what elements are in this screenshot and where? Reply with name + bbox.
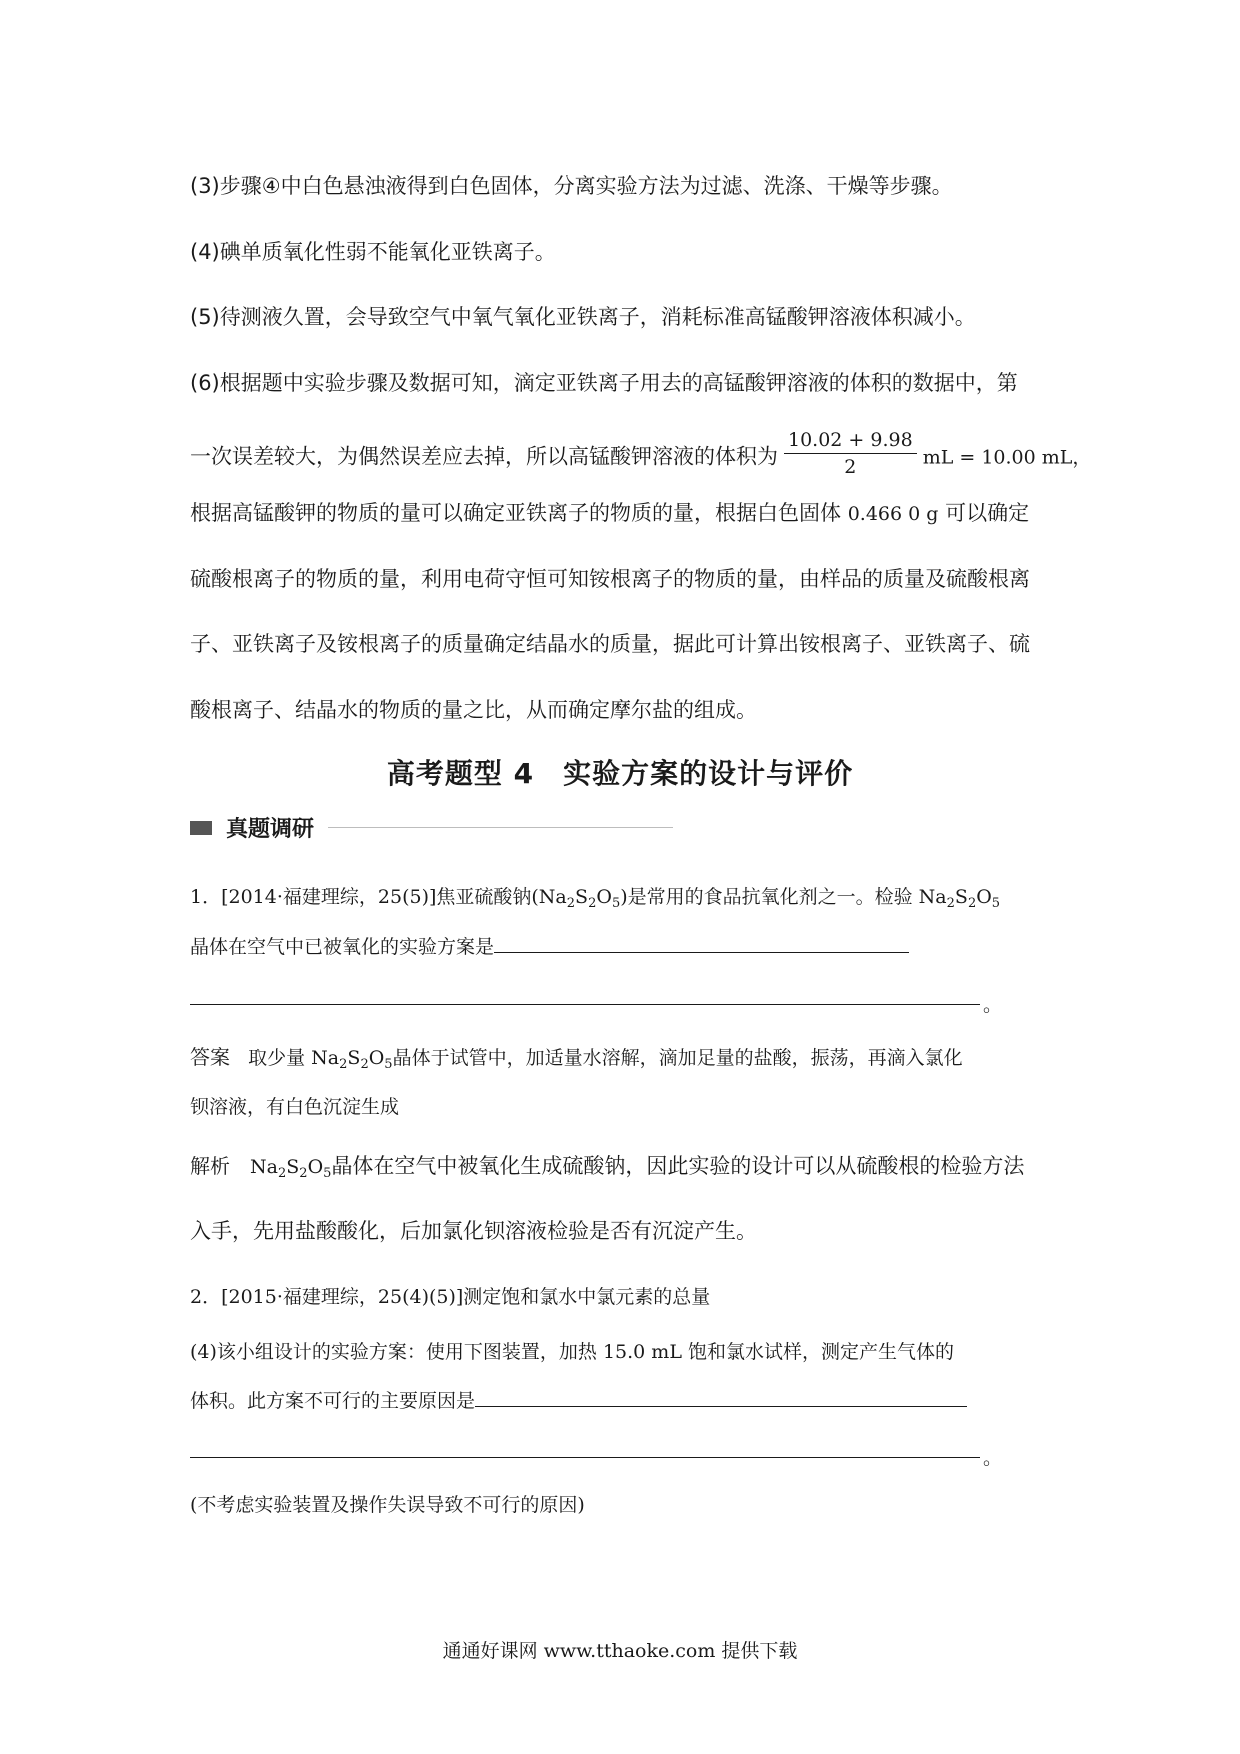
analysis-tag: 解析	[190, 1154, 230, 1178]
formula-na: Na	[250, 1156, 278, 1178]
formula-o: O	[368, 1047, 385, 1069]
question2-note: (不考虑实验装置及操作失误导致不可行的原因)	[190, 1494, 585, 1516]
paragraph-step6-line5: 子、亚铁离子及铵根离子的质量确定结晶水的质量，据此可计算出铵根离子、亚铁离子、硫	[190, 632, 1030, 656]
full-stop: 。	[983, 1447, 1003, 1469]
q1-text-a: 1．[2014·福建理综，25(5)]焦亚硫酸钠(Na	[190, 886, 567, 908]
subscript: 2	[967, 896, 977, 911]
subscript: 5	[611, 896, 621, 911]
answer-line1	[190, 1042, 1070, 1073]
footer-source: 通通好课网 www.tthaoke.com 提供下载	[442, 1640, 798, 1662]
formula-o: O	[596, 886, 612, 908]
analysis-line2: 入手，先用盐酸酸化，后加氯化钡溶液检验是否有沉淀产生。	[190, 1219, 757, 1243]
subscript: 5	[384, 1057, 393, 1072]
subscript: 2	[277, 1166, 287, 1181]
answer-blank[interactable]	[190, 1457, 980, 1458]
paragraph-step5: (5)待测液久置，会导致空气中氧气氧化亚铁离子，消耗标准高锰酸钾溶液体积减小。	[190, 305, 976, 329]
answer-blank[interactable]	[494, 932, 909, 953]
step6-line3-tail: 可以确定	[945, 501, 1030, 525]
formula-o: O	[976, 886, 992, 908]
q1-text-b: )是常用的食品抗氧化剂之一。检验 Na	[620, 886, 947, 908]
answer-blank[interactable]	[475, 1386, 967, 1407]
question2-line1: 2．[2015·福建理综，25(4)(5)]测定饱和氯水中氯元素的总量	[190, 1286, 711, 1308]
mass-value: 0.466 0 g	[847, 503, 939, 525]
section-title: 高考题型 4 实验方案的设计与评价	[386, 757, 854, 790]
formula-s: S	[286, 1156, 300, 1178]
question1-line1	[190, 882, 1070, 912]
q1-text-c: 晶体在空气中已被氧化的实验方案是	[190, 936, 495, 958]
subhead-label: 真题调研	[226, 817, 315, 842]
answer-text-b: 晶体于试管中，加适量水溶解，滴加足量的盐酸，振荡，再滴入氯化	[392, 1047, 963, 1069]
paragraph-step3: (3)步骤④中白色悬浊液得到白色固体，分离实验方法为过滤、洗涤、干燥等步骤。	[190, 174, 953, 198]
answer-tag: 答案	[190, 1045, 230, 1069]
subscript: 5	[991, 896, 1001, 911]
subscript: 5	[323, 1166, 332, 1181]
step6-line3-text: 根据高锰酸钾的物质的量可以确定亚铁离子的物质的量，根据白色固体	[190, 501, 841, 525]
subscript: 2	[946, 896, 955, 911]
analysis-line1	[190, 1150, 1070, 1183]
subscript: 2	[339, 1057, 348, 1072]
paragraph-step6-line3	[190, 497, 1065, 530]
question1-line2	[190, 932, 909, 962]
question2-line3	[190, 1386, 967, 1416]
volume-fraction	[784, 429, 917, 478]
subhead-rule	[328, 827, 673, 828]
subscript: 2	[360, 1057, 369, 1072]
volume-result: mL = 10.00 mL，	[922, 446, 1092, 469]
paragraph-step4: (4)碘单质氧化性弱不能氧化亚铁离子。	[190, 240, 556, 264]
subscript: 2	[588, 896, 597, 911]
answer-text-a: 取少量 Na	[248, 1047, 340, 1069]
paragraph-step6-line2	[190, 429, 1092, 482]
formula-o: O	[307, 1156, 324, 1178]
step6-line2-text: 一次误差较大，为偶然误差应去掉，所以高锰酸钾溶液的体积为	[190, 444, 778, 469]
analysis-formula	[250, 1156, 332, 1181]
full-stop: 。	[983, 994, 1003, 1016]
fraction-numerator: 10.02 + 9.98	[784, 429, 917, 454]
q2-text: 体积。此方案不可行的主要原因是	[190, 1390, 476, 1412]
question2-line2: (4)该小组设计的实验方案：使用下图装置，加热 15.0 mL 饱和氯水试样，测定产生气体的	[190, 1341, 954, 1363]
paragraph-step6-line1: (6)根据题中实验步骤及数据可知，滴定亚铁离子用去的高锰酸钾溶液的体积的数据中，第	[190, 371, 1018, 395]
formula-s: S	[575, 886, 589, 908]
fraction-denominator: 2	[844, 456, 857, 478]
paragraph-step6-line6: 酸根离子、结晶水的物质的量之比，从而确定摩尔盐的组成。	[190, 698, 757, 722]
square-bullet-icon	[190, 821, 212, 835]
paragraph-step6-line4: 硫酸根离子的物质的量，利用电荷守恒可知铵根离子的物质的量，由样品的质量及硫酸根离	[190, 567, 1030, 591]
formula-s: S	[954, 886, 968, 908]
analysis-text: 晶体在空气中被氧化生成硫酸钠，因此实验的设计可以从硫酸根的检验方法	[331, 1154, 1025, 1178]
subscript: 2	[299, 1166, 308, 1181]
subhead	[190, 812, 673, 843]
subscript: 2	[566, 896, 576, 911]
formula-s: S	[347, 1047, 361, 1069]
answer-line2: 钡溶液，有白色沉淀生成	[190, 1096, 400, 1118]
answer-blank[interactable]	[190, 1004, 980, 1005]
